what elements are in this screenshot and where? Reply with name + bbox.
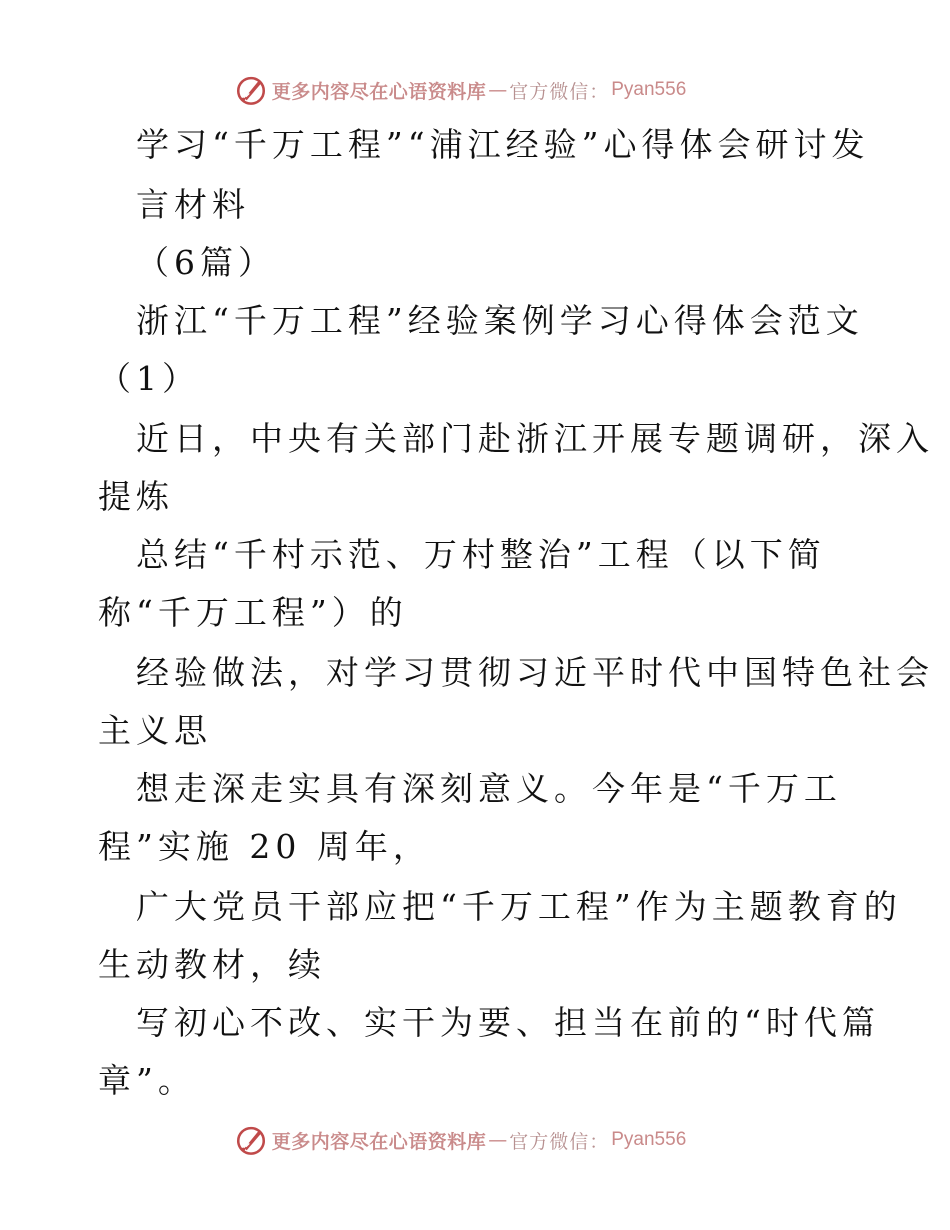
title-line-2: 言材料 [136, 185, 250, 224]
watermark-brand-text: 更多内容尽在心语资料库 [271, 80, 487, 103]
watermark-dash: — [488, 1129, 508, 1151]
watermark-sub-text: 官方微信： [509, 80, 610, 103]
header-watermark [0, 70, 950, 110]
paragraph-line: 提炼 [98, 477, 174, 516]
section-number: （1） [98, 359, 200, 398]
watermark-sub-text: 官方微信： [509, 1130, 610, 1153]
title-line-1: 学习“千万工程”“浦江经验”心得体会研讨发 [136, 125, 870, 164]
paragraph-line: 写初心不改、实干为要、担当在前的“时代篇 [136, 1003, 880, 1042]
quill-pen-logo-icon [234, 73, 268, 107]
paragraph-line: 生动教材，续 [98, 945, 326, 984]
watermark-brand-text: 更多内容尽在心语资料库 [271, 1130, 487, 1153]
paragraph-line: 近日，中央有关部门赴浙江开展专题调研，深入 [136, 419, 934, 458]
watermark-wechat-id: Pyan556 [611, 1129, 687, 1150]
quill-pen-logo-icon [234, 1123, 268, 1157]
title-count: （6篇） [136, 243, 276, 282]
paragraph-line: 广大党员干部应把“千万工程”作为主题教育的 [136, 887, 902, 926]
paragraph-line: 主义思 [98, 711, 212, 750]
paragraph-line: 程”实施 20 周年， [98, 827, 431, 866]
footer-watermark [0, 1120, 950, 1160]
watermark-wechat-id: Pyan556 [611, 79, 687, 100]
paragraph-line: 章”。 [98, 1061, 196, 1100]
paragraph-line: 经验做法，对学习贯彻习近平时代中国特色社会 [136, 653, 934, 692]
watermark-dash: — [488, 79, 508, 101]
paragraph-line: 总结“千村示范、万村整治”工程（以下简 [136, 535, 826, 574]
paragraph-line: 称“千万工程”）的 [98, 593, 408, 632]
section-heading: 浙江“千万工程”经验案例学习心得体会范文 [136, 301, 864, 340]
paragraph-line: 想走深走实具有深刻意义。今年是“千万工 [136, 769, 842, 808]
